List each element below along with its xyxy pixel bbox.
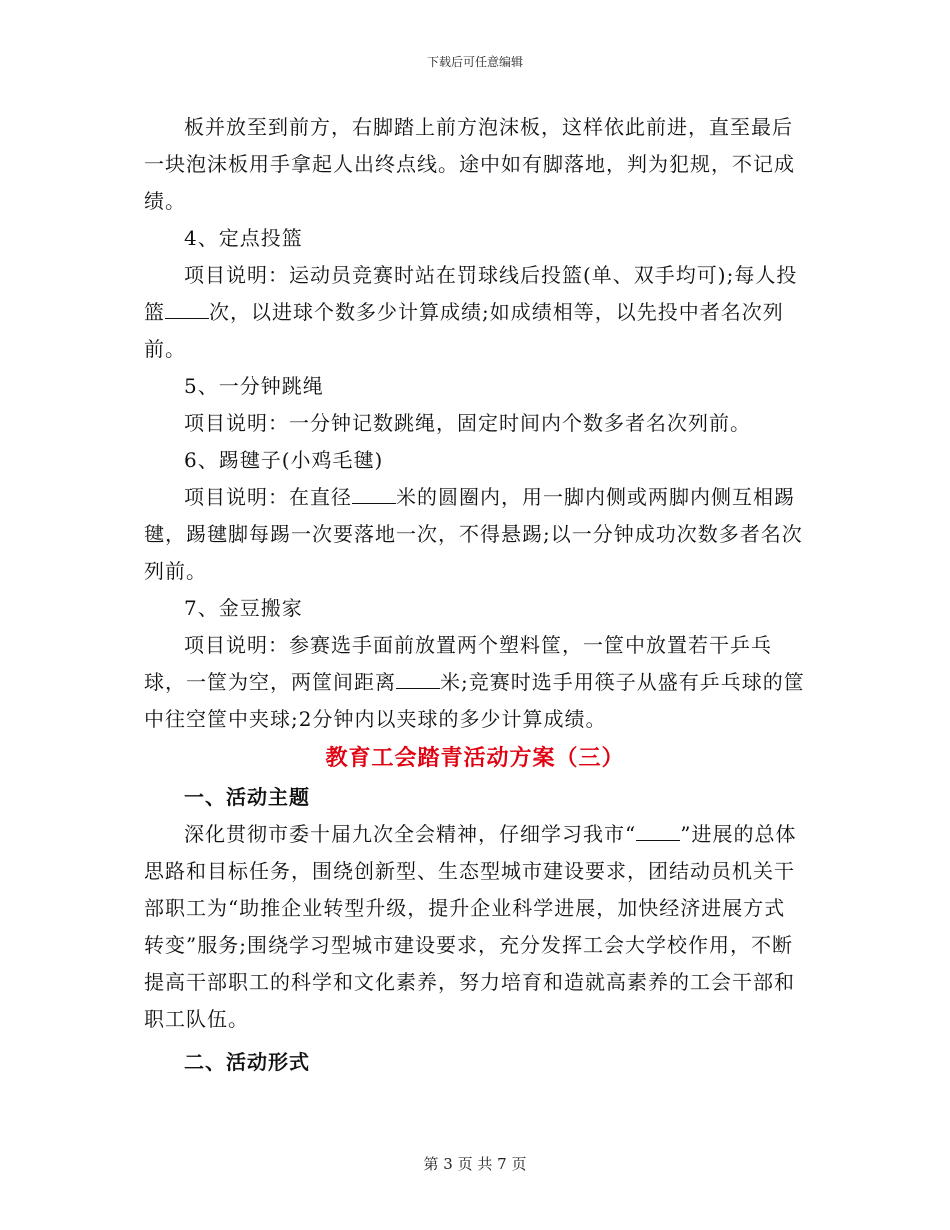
body-text: [144, 109, 806, 1081]
section-1-title: 一、活动主题: [184, 785, 310, 809]
blank-line: [352, 485, 396, 504]
blank-line: [165, 300, 209, 319]
item-5-title: 5、一分钟跳绳: [184, 374, 324, 398]
blank-line: [396, 670, 440, 689]
item-4-desc: 项目说明：运动员竞赛时站在罚球线后投篮(单、双手均可);每人投篮 次，以进球个数多少计算成绩;如成绩相等，以先投中者名次列前。: [144, 263, 798, 361]
section-title: 教育工会踏青活动方案（三）: [325, 745, 625, 771]
item-5-desc: 项目说明：一分钟记数跳绳，固定时间内个数多者名次列前。: [184, 411, 751, 435]
paragraph-continued: 板并放至到前方，右脚踏上前方泡沫板，这样依此前进，直至最后一块泡沫板用手拿起人出终点线。途中如有脚落地，判为犯规，不记成绩。: [144, 115, 795, 213]
section-2-title: 二、活动形式: [184, 1050, 310, 1074]
item-6-desc: 项目说明：在直径 米的圆圈内，用一脚内侧或两脚内侧互相踢毽，踢毽脚每踢一次要落地一次，不得悬踢;以一分钟成功次数多者名次列前。: [144, 485, 803, 583]
item-4-title: 4、定点投篮: [184, 226, 303, 250]
item-7-desc: 项目说明：参赛选手面前放置两个塑料筐，一筐中放置若干乒乓球，一筐为空，两筐间距离 米;竞赛时选手用筷子从盛有乒乓球的筐中往空筐中夹球;2分钟内以夹球的多少计算成绩。: [144, 633, 805, 731]
item-7-title: 7、金豆搬家: [184, 596, 303, 620]
item-6-title: 6、踢毽子(小鸡毛毽): [184, 448, 384, 472]
section-1-text: 深化贯彻市委十届九次全会精神，仔细学习我市“ ”进展的总体思路和目标任务，围绕创新型、生态型城市建设要求，团结动员机关干部职工为“助推企业转型升级，提升企业科学进展，加快经济进展方式转变”服务;围绕学习型城市建设要求，充分发挥工会大学校作用，不断提高干部职工的科学和文化素养，努力培育和造就高素养的工会干部和职工队伍。: [144, 822, 797, 1031]
blank-line: [636, 822, 680, 841]
page-header: 下载后可任意编辑: [426, 55, 523, 69]
page-footer: 第 3 页 共 7 页: [423, 1155, 527, 1173]
